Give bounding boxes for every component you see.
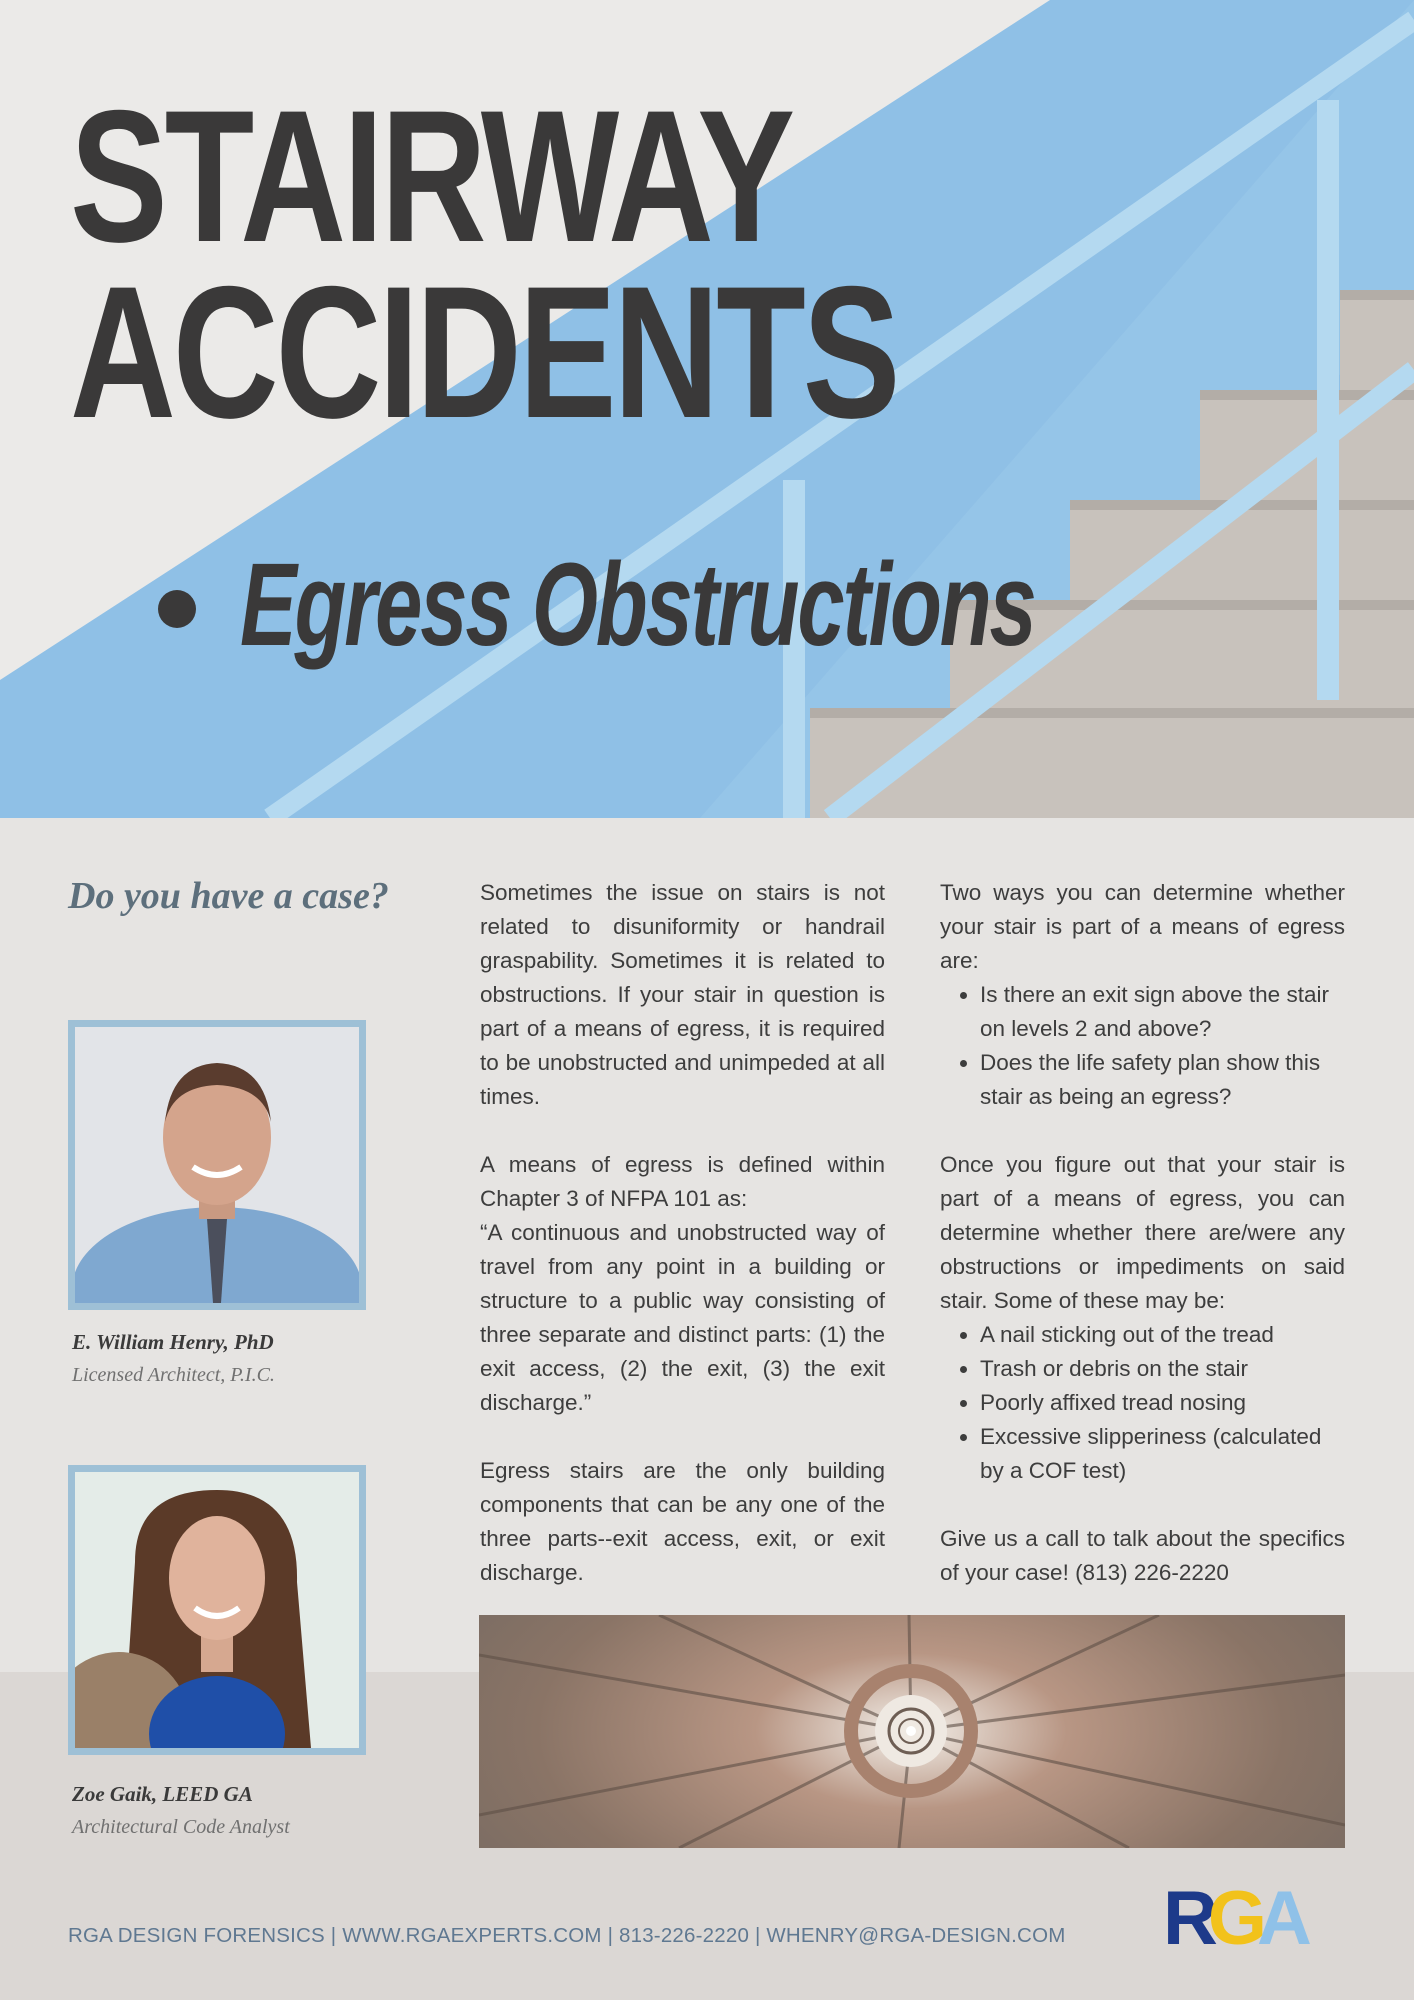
- person-name-henry: E. William Henry, PhD: [72, 1330, 274, 1354]
- hero-title-line2: ACCIDENTS: [70, 247, 898, 457]
- list-item: • Does the life safety plan show this stair as being an egress?: [980, 1046, 1345, 1114]
- hero-title-line1: STAIRWAY: [70, 71, 792, 281]
- hero-subtitle: Egress Obstructions: [240, 539, 1035, 671]
- paragraph: Sometimes the issue on stairs is not related to disuniformity or handrail graspability. Sometimes it is related to obstructions. If your stair in question is part of a means of egress, it is required to be unobstructed and unimpeded at all times.: [480, 880, 885, 1109]
- list-item: • Trash or debris on the stair: [980, 1352, 1345, 1386]
- hero-banner: [0, 0, 1414, 818]
- spiral-staircase-photo: [479, 1615, 1345, 1848]
- footer-contact: RGA DESIGN FORENSICS | WWW.RGAEXPERTS.COM | 813-226-2220 | WHENRY@RGA-DESIGN.COM: [68, 1924, 1066, 1947]
- svg-text:RGA: RGA: [1163, 1884, 1302, 1950]
- quote-paragraph: “A continuous and unobstructed way of travel from any point in a building or structure to a public way consisting of three separate and distinct parts: (1) the exit access, (2) the exit, (3) the exit discharge.”: [480, 1220, 885, 1415]
- paragraph: A means of egress is defined within Chapter 3 of NFPA 101 as:: [480, 1152, 885, 1211]
- person-role-gaik: Architectural Code Analyst: [72, 1816, 290, 1838]
- call-to-action: Give us a call to talk about the specifics of your case! (813) 226-2220: [940, 1526, 1345, 1585]
- paragraph: Once you figure out that your stair is part of a means of egress, you can determine whether there are/were any obstructions or impediments on said stair. Some of these may be:: [940, 1152, 1345, 1313]
- case-question: Do you have a case?: [68, 875, 389, 917]
- rga-logo: [1163, 1884, 1341, 1950]
- body-column-2: [940, 876, 1345, 1624]
- list-item: • Excessive slipperiness (calculated by a COF test): [980, 1420, 1345, 1488]
- person-name-gaik: Zoe Gaik, LEED GA: [72, 1782, 253, 1806]
- paragraph: Egress stairs are the only building components that can be any one of the three parts--exit access, exit, or exit discharge.: [480, 1458, 885, 1585]
- body-column-1: [480, 876, 885, 1624]
- portrait-gaik: [68, 1465, 366, 1755]
- hero-title: [70, 71, 898, 457]
- list-item: • Is there an exit sign above the stair on levels 2 and above?: [980, 978, 1345, 1046]
- person-role-henry: Licensed Architect, P.I.C.: [72, 1364, 275, 1386]
- paragraph: Two ways you can determine whether your stair is part of a means of egress are:: [940, 880, 1345, 973]
- bullet-icon: [158, 590, 196, 628]
- egress-check-list: [940, 978, 1345, 1114]
- obstruction-list: [940, 1318, 1345, 1488]
- portrait-henry: [68, 1020, 366, 1310]
- list-item: • A nail sticking out of the tread: [980, 1318, 1345, 1352]
- list-item: • Poorly affixed tread nosing: [980, 1386, 1345, 1420]
